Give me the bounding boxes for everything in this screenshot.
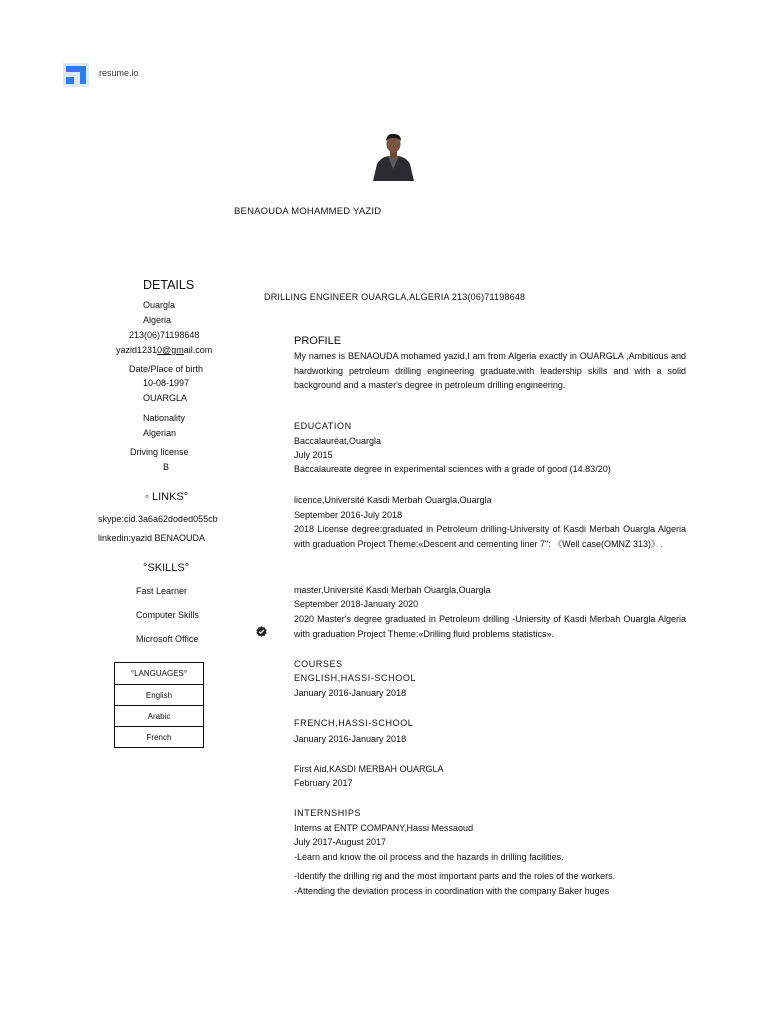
details-phone: 213(06)71198648 <box>129 330 200 340</box>
details-heading: DETAILS <box>143 278 195 292</box>
linkedin-link[interactable]: linkedin:yazid BENAOUDA <box>98 533 206 543</box>
course-date: February 2017 <box>294 778 353 788</box>
language-item: Arabic <box>115 706 204 727</box>
course-title: First Aid,KASDI MERBAH OUARGLA <box>294 764 444 774</box>
dob-label: Date/Place of birth <box>129 364 204 374</box>
edu-bac-title: Baccalauréat,Ouargla <box>294 436 382 446</box>
languages-table <box>114 662 204 748</box>
profile-photo <box>371 131 416 181</box>
internship-bullet: -Attending the deviation process in coordination with the company Baker huges <box>294 886 610 896</box>
skills-heading: °SKILLS° <box>143 562 190 574</box>
internship-date: July 2017-August 2017 <box>294 837 387 847</box>
license-label: Driving license <box>130 447 189 457</box>
brand-name: resume.io <box>99 68 139 78</box>
details-city: Ouargla <box>143 300 176 310</box>
internship-bullet: -Identify the drilling rig and the most important parts and the roles of the workers. <box>294 871 616 881</box>
skill-item: Computer Skills <box>136 610 200 620</box>
edu-bac-date: July 2015 <box>294 450 333 460</box>
language-item: English <box>115 685 204 706</box>
course-date: January 2016-January 2018 <box>294 688 407 698</box>
edu-master-desc: 2020 Master's degree graduated in Petroleum drilling -Uniersity of Kasdi Merbah Ouargla Algeria with graduation Project Theme:«Drilling fluid problems statistics». <box>294 614 686 639</box>
nationality-label: Nationality <box>143 413 186 423</box>
license-value: B <box>163 462 170 472</box>
course-title: FRENCH,HASSI-SCHOOL <box>294 718 414 728</box>
pob-value: OUARGLA <box>143 393 188 403</box>
edu-master-date: September 2018-January 2020 <box>294 599 419 609</box>
internship-company: Interns at ENTP COMPANY,Hassi Messaoud <box>294 823 474 833</box>
edu-licence-title: licence,Université Kasdi Merbah Ouargla,Ouargla <box>294 495 492 505</box>
edu-bac-desc: Baccalaureate degree in experimental sciences with a grade of good (14.83/20) <box>294 464 611 474</box>
profile-heading: PROFILE <box>294 335 342 347</box>
skype-link[interactable]: skype:cid.3a6a62doded055cb <box>98 514 218 524</box>
dob-value: 10-08-1997 <box>143 378 190 388</box>
headline: DRILLING ENGINEER OUARGLA,ALGERIA 213(06)71198648 <box>264 292 526 302</box>
details-email[interactable]: yazid12310@gmail.com <box>116 345 213 355</box>
skill-item: Microsoft Office <box>136 634 199 644</box>
resume-io-logo-icon <box>63 63 89 87</box>
education-heading: EDUCATION <box>294 421 352 431</box>
nationality-value: Algerian <box>143 428 177 438</box>
edu-licence-desc: 2018 License degree:graduated in Petroleum drilling-University of Kasdi Merbah Ouargla Algeria with graduation Project Theme:«Descent and cementing liner 7": 《Well case(OMNZ 313)》. <box>294 524 686 549</box>
internship-bullet: -Learn and know the oil process and the hazards in drilling facilities. <box>294 852 564 862</box>
courses-heading: COURSES <box>294 659 343 669</box>
languages-heading: °LANGUAGES° <box>115 663 204 685</box>
links-heading: ◦ LINKS° <box>145 491 189 503</box>
course-date: January 2016-January 2018 <box>294 734 407 744</box>
skill-item: Fast Learner <box>136 586 188 596</box>
internships-heading: INTERNSHIPS <box>294 808 362 818</box>
candidate-name: BENAOUDA MOHAMMED YAZID <box>234 206 382 217</box>
verified-check-icon <box>256 626 267 637</box>
profile-text: My names is BENAOUDA mohamed yazid,I am from Algeria exactly in OUARGLA ,Ambitious and hardworking petroleum drilling engineering graduate,with leadership skills and with a solid background and a master's degree in petroleum drilling engineering. <box>294 351 686 390</box>
details-country: Algeria <box>143 315 172 325</box>
language-item: French <box>115 727 204 748</box>
edu-licence-date: September 2016-July 2018 <box>294 510 403 520</box>
course-title: ENGLISH,HASSI-SCHOOL <box>294 673 417 683</box>
edu-master-title: master,Université Kasdi Merbah Ouargla,Ouargla <box>294 585 491 595</box>
